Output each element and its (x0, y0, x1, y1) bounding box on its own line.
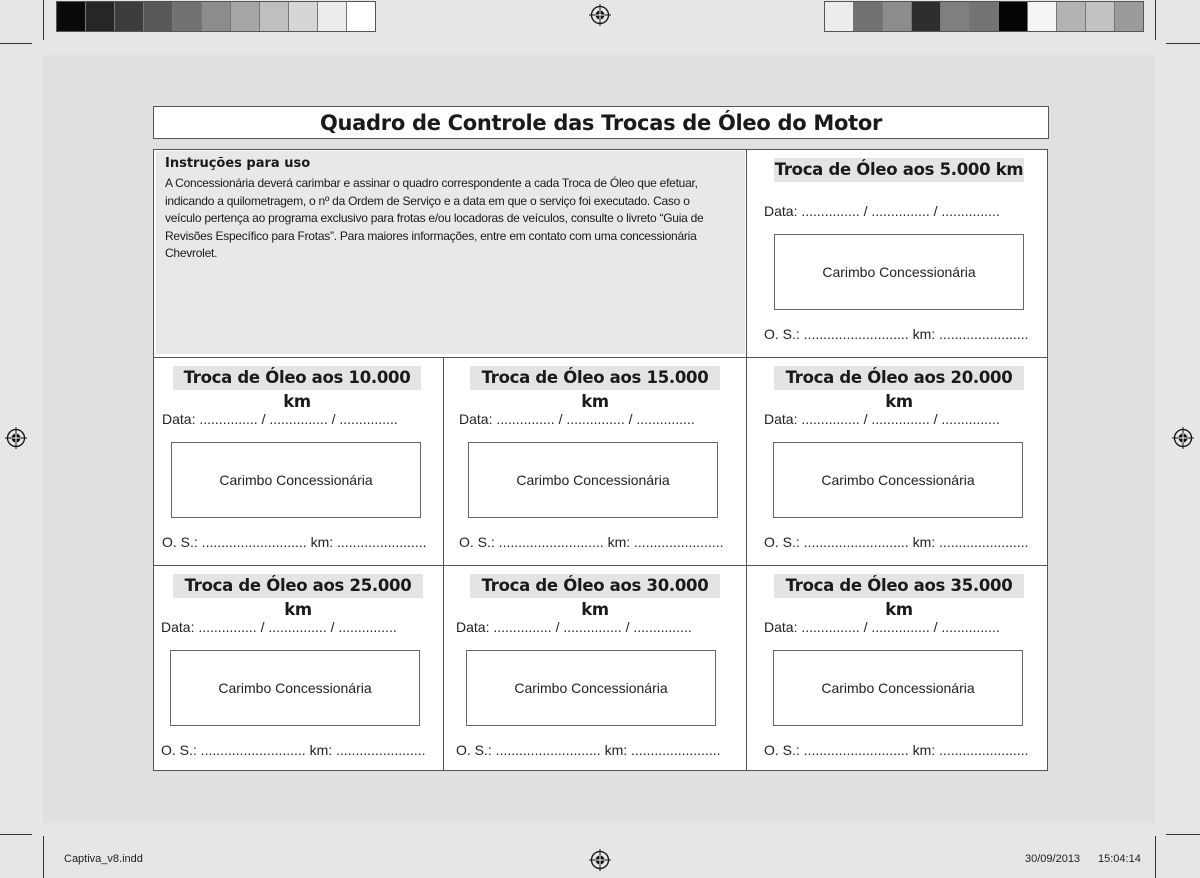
color-swatch (1028, 2, 1057, 31)
instructions-panel (156, 151, 745, 354)
dealer-stamp-box: Carimbo Concessionária (468, 442, 718, 518)
color-swatch (260, 2, 289, 31)
footer-filename: Captiva_v8.indd (64, 853, 143, 865)
registration-mark-icon (5, 427, 27, 449)
crop-mark (43, 836, 44, 878)
instructions-line: veículo pertença ao programa exclusivo para frotas e/ou locadoras de veículos, consulte o livreto “Guia de (165, 211, 704, 225)
oil-change-card (444, 566, 746, 771)
card-title: Troca de Óleo aos 5.000 km (774, 158, 1024, 182)
color-swatch (1086, 2, 1115, 31)
color-bar-right (824, 1, 1144, 32)
color-swatch (144, 2, 173, 31)
dealer-stamp-box: Carimbo Concessionária (773, 650, 1023, 726)
dealer-stamp-box: Carimbo Concessionária (466, 650, 716, 726)
service-order-field: O. S.: ........................... km: ....................... (456, 742, 721, 758)
date-field: Data: ............... / ............... / ............... (764, 411, 1000, 427)
oil-change-grid (153, 149, 1048, 771)
footer-date: 30/09/2013 (1025, 853, 1081, 865)
oil-change-card (154, 358, 443, 565)
page-title: Quadro de Controle das Trocas de Óleo do Motor (153, 106, 1049, 139)
service-order-field: O. S.: ........................... km: ....................... (764, 742, 1029, 758)
color-swatch (854, 2, 883, 31)
instructions-line: indicando a quilometragem, o nº da Ordem de Serviço e a data em que o serviço foi executado. Caso o (165, 193, 690, 208)
oil-change-card (154, 566, 443, 771)
dealer-stamp-box: Carimbo Concessionária (773, 442, 1023, 518)
card-title: Troca de Óleo aos 30.000 km (470, 574, 720, 598)
oil-change-card (747, 566, 1047, 771)
service-order-field: O. S.: ........................... km: ....................... (459, 534, 724, 550)
date-field: Data: ............... / ............... / ............... (764, 619, 1000, 635)
card-title: Troca de Óleo aos 10.000 km (173, 366, 421, 390)
oil-change-card (747, 150, 1047, 357)
card-title: Troca de Óleo aos 35.000 km (774, 574, 1024, 598)
color-swatch (347, 2, 375, 31)
crop-mark (1166, 43, 1200, 44)
crop-mark (43, 0, 44, 40)
dealer-stamp-box: Carimbo Concessionária (170, 650, 420, 726)
crop-mark (1166, 834, 1200, 835)
date-field: Data: ............... / ............... / ............... (456, 619, 692, 635)
color-swatch (825, 2, 854, 31)
card-title: Troca de Óleo aos 15.000 km (470, 366, 720, 390)
color-swatch (941, 2, 970, 31)
color-swatch (1115, 2, 1143, 31)
registration-mark-icon (589, 4, 611, 26)
crop-mark (0, 43, 32, 44)
instructions-line: A Concessionária deverá carimbar e assinar o quadro correspondente a cada Troca de Óleo que efetuar, (165, 176, 698, 190)
registration-mark-icon (1172, 427, 1194, 449)
card-title: Troca de Óleo aos 20.000 km (774, 366, 1024, 390)
crop-mark (0, 834, 32, 835)
instructions-line: Chevrolet. (165, 246, 218, 260)
footer-time: 15:04:14 (1098, 853, 1141, 865)
color-swatch (202, 2, 231, 31)
color-swatch (86, 2, 115, 31)
crop-mark (1155, 0, 1156, 40)
color-swatch (912, 2, 941, 31)
instructions-heading: Instruções para uso (165, 156, 311, 171)
date-field: Data: ............... / ............... / ............... (161, 619, 397, 635)
dealer-stamp-box: Carimbo Concessionária (774, 234, 1024, 310)
date-field: Data: ............... / ............... / ............... (764, 203, 1000, 219)
color-swatch (289, 2, 318, 31)
service-order-field: O. S.: ........................... km: ....................... (764, 326, 1029, 342)
instructions-text (165, 175, 735, 263)
service-order-field: O. S.: ........................... km: ....................... (162, 534, 427, 550)
dealer-stamp-box: Carimbo Concessionária (171, 442, 421, 518)
oil-change-card (747, 358, 1047, 565)
service-order-field: O. S.: ........................... km: ....................... (161, 742, 426, 758)
color-swatch (231, 2, 260, 31)
color-swatch (115, 2, 144, 31)
color-swatch (1057, 2, 1086, 31)
color-swatch (57, 2, 86, 31)
registration-mark-icon (589, 849, 611, 871)
color-swatch (970, 2, 999, 31)
color-swatch (999, 2, 1028, 31)
oil-change-card (444, 358, 746, 565)
color-swatch (173, 2, 202, 31)
instructions-line: Revisões Específico para Frotas”. Para maiores informações, entre em contato com uma concessionária (165, 228, 697, 243)
color-bar-left (56, 1, 376, 32)
service-order-field: O. S.: ........................... km: ....................... (764, 534, 1029, 550)
crop-mark (1155, 836, 1156, 878)
color-swatch (883, 2, 912, 31)
card-title: Troca de Óleo aos 25.000 km (173, 574, 423, 598)
date-field: Data: ............... / ............... / ............... (162, 411, 398, 427)
date-field: Data: ............... / ............... / ............... (459, 411, 695, 427)
color-swatch (318, 2, 347, 31)
